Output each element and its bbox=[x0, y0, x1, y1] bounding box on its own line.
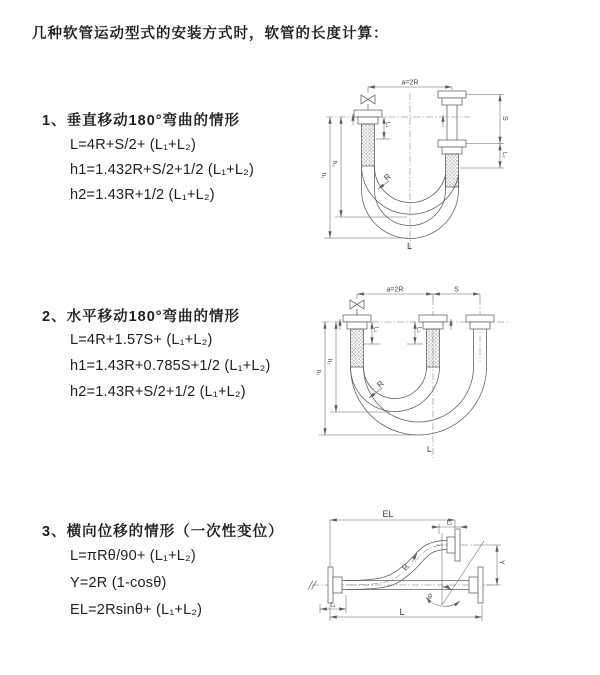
valve-icon bbox=[350, 300, 364, 315]
section-1-formula-l: L=4R+S/2+ (L₁+L₂) bbox=[70, 137, 196, 153]
section-3-formula-l: L=πRθ/90+ (L₁+L₂) bbox=[70, 548, 196, 564]
dim-length bbox=[330, 602, 482, 621]
valve-icon bbox=[361, 95, 375, 110]
section-1-heading: 1、垂直移动180°弯曲的情形 bbox=[42, 113, 241, 129]
dim-label-el: EL bbox=[382, 509, 394, 519]
radius-label: R bbox=[382, 171, 393, 183]
section-3-formula-y: Y=2R (1-cosθ) bbox=[70, 575, 167, 591]
diagram-horizontal-bend-svg bbox=[310, 282, 595, 464]
dim-el bbox=[330, 509, 455, 567]
hose-curve bbox=[346, 541, 447, 590]
section-2-formula-l: L=4R+1.57S+ (L₁+L₂) bbox=[70, 332, 213, 348]
dim-l2 bbox=[407, 322, 423, 344]
diagram-vertical-bend-svg bbox=[310, 77, 595, 255]
section-1-formula-h2: h2=1.43R+1/2 (L₁+L₂) bbox=[70, 187, 215, 203]
dim-l2 bbox=[460, 144, 507, 169]
dim-label-y: Y bbox=[497, 560, 505, 565]
dim-s bbox=[433, 287, 480, 300]
dim-label-a2r: a=2R bbox=[401, 79, 419, 87]
left-pipe-fitting bbox=[353, 110, 382, 166]
left-flange bbox=[328, 567, 342, 603]
dim-label-h1: h₁ bbox=[315, 370, 321, 376]
dim-label-l1: L₁ bbox=[384, 122, 391, 128]
dim-label-l2: L₂ bbox=[446, 520, 453, 527]
dim-a2r bbox=[357, 287, 433, 300]
dim-label-s: S bbox=[454, 286, 459, 294]
length-label: L bbox=[399, 607, 405, 617]
length-label: L bbox=[407, 241, 413, 251]
page-title: 几种软管运动型式的安装方式时，软管的长度计算： bbox=[32, 26, 389, 42]
dim-label-h2: h₂ bbox=[331, 161, 337, 167]
upper-flange bbox=[436, 529, 474, 561]
section-2-formula-h2: h2=1.43R+S/2+1/2 (L₁+L₂) bbox=[70, 384, 246, 400]
hose-arcs bbox=[351, 357, 487, 435]
left-pipe-fitting bbox=[340, 315, 371, 367]
section-3-formula-el: EL=2Rsinθ+ (L₁+L₂) bbox=[70, 602, 203, 618]
radius-label: R bbox=[375, 378, 386, 390]
right-flange bbox=[469, 567, 483, 603]
dim-h1 bbox=[315, 322, 415, 435]
diagram-lateral-displacement-svg bbox=[300, 505, 595, 650]
dim-l2 bbox=[431, 521, 468, 535]
angle-label: θ bbox=[428, 594, 432, 601]
section-3-heading: 3、横向位移的情形（一次性变位） bbox=[42, 524, 284, 540]
dim-label-l1: L₁ bbox=[372, 327, 379, 333]
radius-label: R bbox=[400, 562, 411, 573]
middle-pipe-fitting bbox=[419, 315, 451, 367]
section-2-formula-h1: h1=1.43R+0.785S+1/2 (L₁+L₂) bbox=[70, 358, 271, 374]
section-2-heading: 2、水平移动180°弯曲的情形 bbox=[42, 309, 241, 325]
dim-label-l2: L₂ bbox=[415, 327, 422, 333]
dim-label-h1: h₁ bbox=[320, 173, 326, 179]
dim-label-s: S bbox=[501, 116, 508, 121]
dim-label-h2: h₂ bbox=[326, 359, 332, 365]
dim-s bbox=[466, 95, 508, 144]
length-label: L bbox=[427, 445, 432, 454]
section-1-formula-h1: h1=1.432R+S/2+1/2 (L₁+L₂) bbox=[70, 162, 255, 178]
dim-label-a2r: a=2R bbox=[386, 286, 404, 294]
right-pipe-fitting bbox=[438, 91, 466, 187]
dim-label-l1: L₁ bbox=[330, 602, 336, 609]
dim-label-l2: L₂ bbox=[501, 152, 507, 158]
